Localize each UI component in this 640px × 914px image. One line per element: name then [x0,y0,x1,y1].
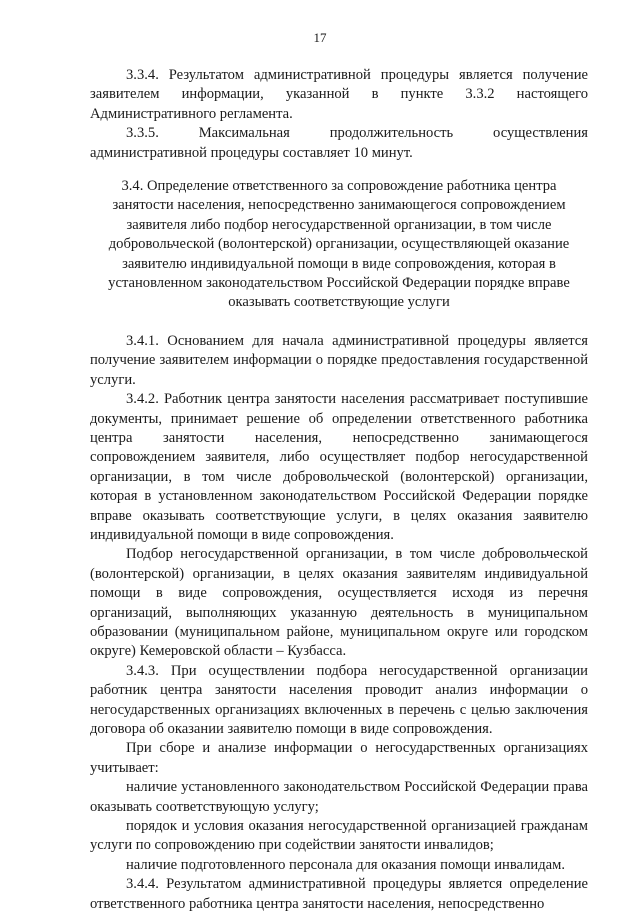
paragraph-3-4-1: 3.4.1. Основанием для начала административной процедуры является получение заявителем информации о порядке предоставления государственной услуги. [90,332,588,388]
paragraph-3-4-3: 3.4.3. При осуществлении подбора негосударственной организации работник центра занятости населения проводит анализ информации о негосударственных организациях включенных в перечень с целью заключения договора об оказании заявителю помощи в виде сопровождения. [90,662,588,737]
list-item-staff: наличие подготовленного персонала для оказания помощи инвалидам. [126,856,566,873]
paragraph-3-3-5: 3.3.5. Максимальная продолжительность осуществления административной процедуры составляет 10 минут. [90,125,588,161]
section-heading-3-4: 3.4. Определение ответственного за сопровождение работника центра занятости населения, непосредственно занимающегося сопровождением заявителя либо подбор негосударственной организации, в том числе добровольческой (волонтерской) организации, осуществляющей оказание заявителю индивидуальной помощи в виде сопровождения, которая в установленном законодательством Российской Федерации порядке вправе оказывать соответствующие услуги [108,178,570,311]
list-item-conditions: порядок и условия оказания негосударственной организацией гражданам услуги по сопровождению при содействии занятости инвалидов; [90,818,588,854]
paragraph-3-4-2: 3.4.2. Работник центра занятости населения рассматривает поступившие документы, принимает решение об определении ответственного работника центра занятости населения, непосредственно занимающегося сопровождением заявителя, либо осуществляет подбор негосударственной организации, в том числе добровольческой (волонтерской) организации, которая в установленном законодательством Российской Федерации порядке вправе оказывать соответствующие услуги, в целях оказания заявителю индивидуальной помощи в виде сопровождения. [90,391,588,543]
paragraph-analysis-intro: При сборе и анализе информации о негосударственных организациях учитывает: [90,740,588,776]
paragraph-3-3-4: 3.3.4. Результатом административной процедуры является получение заявителем информации, указанной в пункте 3.3.2 настоящего Административного регламента. [90,67,588,122]
list-item-right: наличие установленного законодательством Российской Федерации права оказывать соответствующую услугу; [90,779,588,815]
page-number: 17 [313,30,327,45]
paragraph-selection: Подбор негосударственной организации, в том числе добровольческой (волонтерской) организации, в целях оказания заявителям индивидуальной помощи в виде сопровождения, осуществляется исходя из перечня организаций, выполняющих указанную деятельность в муниципальном образовании (муниципальном районе, муниципальном округе или городском округе) Кемеровской области – Кузбасса. [90,546,588,660]
paragraph-3-4-4: 3.4.4. Результатом административной процедуры является определение ответственного работника центра занятости населения, непосредственно [90,876,588,912]
document-body [90,66,588,914]
